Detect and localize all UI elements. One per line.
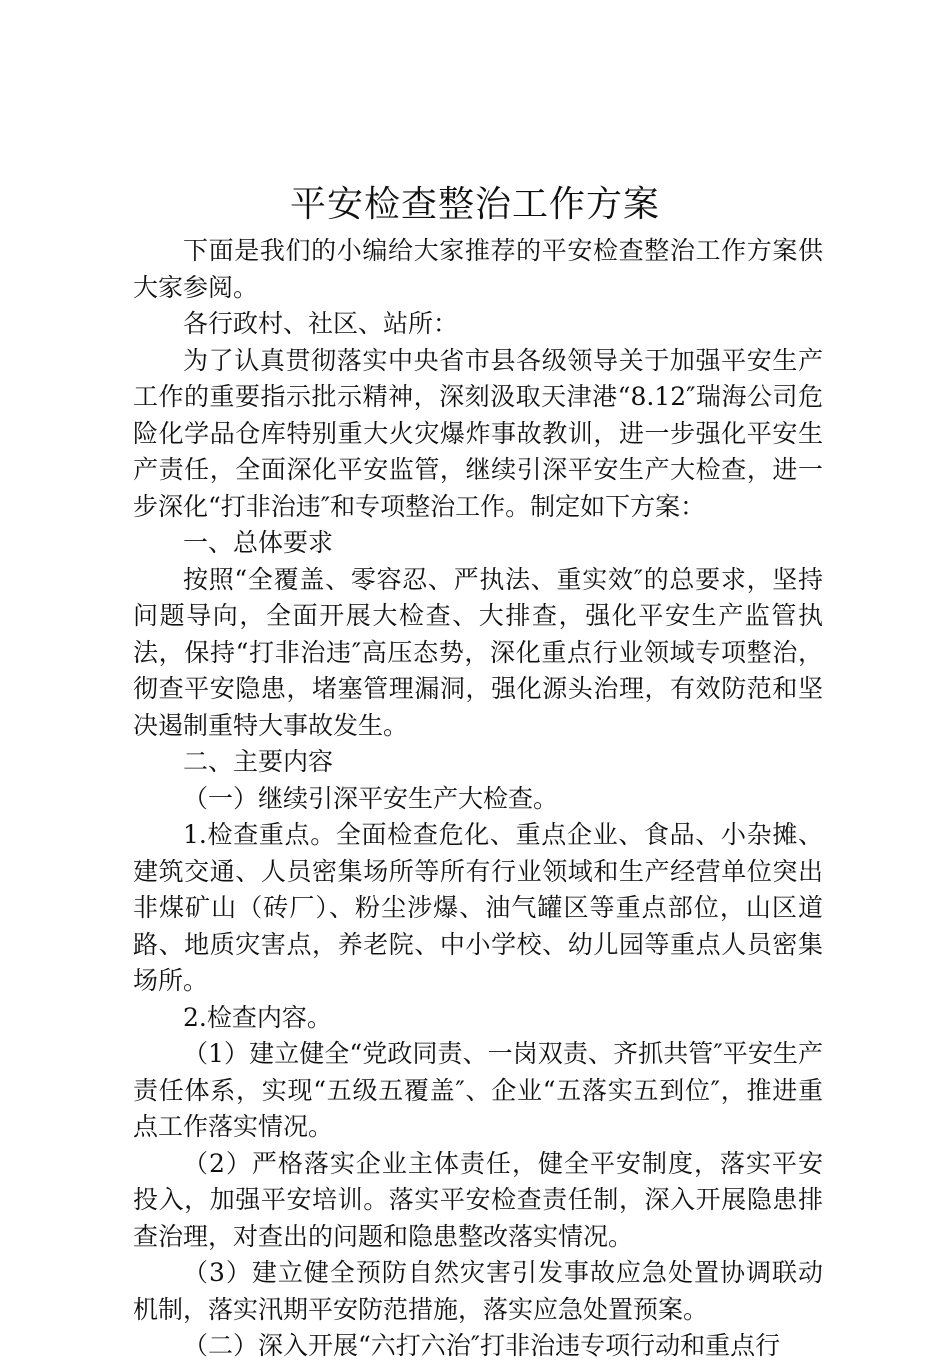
document-title: 平安检查整治工作方案 xyxy=(289,184,660,225)
subheading-special-action: （二）深入开展“六打六治″打非治违专项行动和重点行 xyxy=(183,1331,781,1360)
paragraph-general-requirements: 按照“全覆盖、零容忍、严执法、重实效″的总要求，坚持问题导向，全面开展大检查、大排查，强化平安生产监管执法，保持“打非治违″高压态势，深化重点行业领域专项整治，彻查平安隐患，堵塞管理漏洞，强化源头治理，有效防范和坚决遏制重特大事故发生。 xyxy=(133,564,823,740)
heading-general-requirements: 一、总体要求 xyxy=(183,528,334,557)
heading-main-content: 二、主要内容 xyxy=(183,747,334,776)
paragraph-intro: 下面是我们的小编给大家推荐的平安检查整治工作方案供大家参阅。 xyxy=(133,236,823,302)
list-item-1: （1）建立健全“党政同责、一岗双责、齐抓共管″平安生产责任体系，实现“五级五覆盖″、企业“五落实五到位″，推进重点工作落实情况。 xyxy=(133,1039,823,1141)
list-item-3: （3）建立健全预防自然灾害引发事故应急处置协调联动机制，落实汛期平安防范措施，落实应急处置预案。 xyxy=(133,1258,823,1324)
paragraph-inspection-focus: 1.检查重点。全面检查危化、重点企业、食品、小杂摊、建筑交通、人员密集场所等所有行业领域和生产经营单位突出非煤矿山（砖厂）、粉尘涉爆、油气罐区等重点部位，山区道路、地质灾害点，养老院、中小学校、幼儿园等重点人员密集场所。 xyxy=(133,820,823,995)
paragraph-inspection-content: 2.检查内容。 xyxy=(183,1002,332,1032)
document-body xyxy=(133,233,823,1365)
subheading-inspection: （一）继续引深平安生产大检查。 xyxy=(183,783,559,813)
list-item-2: （2）严格落实企业主体责任，健全平安制度，落实平安投入，加强平安培训。落实平安检查责任制，深入开展隐患排查治理，对查出的问题和隐患整改落实情况。 xyxy=(133,1148,823,1251)
paragraph-salutation: 各行政村、社区、站所： xyxy=(183,309,459,338)
paragraph-purpose: 为了认真贯彻落实中央省市县各级领导关于加强平安生产工作的重要指示批示精神，深刻汲取天津港“8.12″瑞海公司危险化学品仓库特别重大火灾爆炸事故教训，进一步强化平安生产责任，全面深化平安监管，继续引深平安生产大检查，进一步深化“打非治违″和专项整治工作。制定如下方案： xyxy=(133,345,823,521)
